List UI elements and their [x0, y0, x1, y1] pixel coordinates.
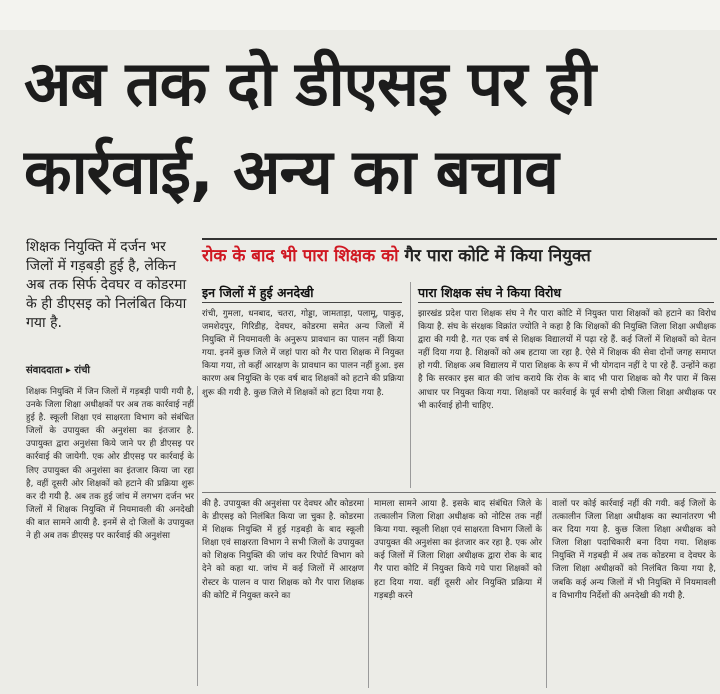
- headline-line-1: अब तक दो डीएसइ पर ही: [24, 47, 596, 120]
- byline: संवाददाता ▸ रांची: [26, 365, 91, 376]
- page-top-strip: [0, 0, 720, 30]
- box-left-rule: [202, 302, 402, 303]
- body-column-1: शिक्षक नियुक्ति में जिन जिलों में गड़बड़ी पायी गयी है, उनके जिला शिक्षा अधीक्षकों पर अब तक कार्रवाई नहीं हुई है. स्कूली शिक्षा एवं साक्षरता विभाग को संबंधित जिलों के उपायुक्त की अनुशंसा का इंतजार है. उपायुक्त द्वारा अनुशंसा किये जाने पर ही डीएसइ पर कार्रवाई की जायेगी. एक ओर डीएसइ पर कार्रवाई के लिए उपायुक्त की अनुशंसा का इंतजार किया जा रहा है, वहीं दूसरी ओर शिक्षकों को हटाने की प्रक्रिया शुरू कर दी गयी है. अब तक हुई जांच में लगभग दर्जन भर जिलों में शिक्षक नियुक्ति में नियमावली की अनदेखी की बात सामने आयी है. इनमें से दो जिलों के उपायुक्त ने ही अब तक डीएसइ पर कार्रवाई की अनुशंसा: [26, 387, 194, 542]
- body-column-2: की है. उपायुक्त की अनुशंसा पर देवघर और कोडरमा के डीएसइ को निलंबित किया जा चुका है. कोडरमा में शिक्षक नियुक्ति में हुई गड़बड़ी के बाद स्कूली शिक्षा एवं साक्षरता विभाग ने सभी जिलों के उपायुक्त को शिक्षक नियुक्ति की जांच कर रिपोर्ट विभाग को देने को कहा था. जांच में कई जिलों में आरक्षण रोस्टर के पालन व पारा शिक्षक को गैर पारा शिक्षक की कोटि में नियुक्त करने का: [202, 499, 364, 601]
- box-bottom-rule: [202, 492, 716, 493]
- headline: [24, 40, 704, 216]
- body-column-4: वालों पर कोई कार्रवाई नहीं की गयी. कई जिलों के तत्कालीन जिला शिक्षा अधीक्षक का स्थानांतरण भी कर दिया गया है. कुछ जिला शिक्षा अधीक्षक को जिला शिक्षा पदाधिकारी बना दिया गया. शिक्षक नियुक्ति में गड़बड़ी में अब तक कोडरमा व देवघर के जिला शिक्षा अधीक्षकों को निलंबित किया गया है, जबकि कई अन्य जिलों में भी नियुक्ति में नियमावली व विभागीय निर्देशों की अनदेखी की गयी है.: [552, 499, 716, 601]
- box-right-title: पारा शिक्षक संघ ने किया विरोध: [418, 285, 562, 300]
- box-left-title: इन जिलों में हुई अनदेखी: [202, 285, 314, 300]
- box-right-rule: [418, 302, 714, 303]
- box-left-text: रांची, गुमला, धनबाद, चतरा, गोड्डा, जामताड़ा, पलामू, पाकुड़, जमशेदपुर, गिरिडीह, देवघर, कोडरमा समेत अन्य जिलों में नियुक्ति में नियमावली के अनुरूप प्रावधान का पालन नहीं किया गया. इनमें कुछ जिले में जहां पारा को गैर पारा शिक्षक में नियुक्त किया गया, तो कहीं आरक्षण के प्रावधान का पालन नहीं हुआ. इस कारण अब नियुक्ति के एक वर्ष बाद शिक्षकों को हटाने की प्रक्रिया शुरू की गयी है. कुछ जिले में शिक्षकों को हटा दिया गया है.: [202, 309, 404, 398]
- column-divider-1: [197, 386, 198, 686]
- banner-top-rule: [202, 238, 717, 240]
- banner-black-text: गैर पारा कोटि में किया नियुक्त: [398, 246, 591, 266]
- box-divider: [410, 282, 411, 488]
- column-divider-3: [546, 498, 547, 688]
- column-divider-2: [368, 498, 369, 688]
- sub-headline-banner: [202, 243, 717, 266]
- banner-red-text: रोक के बाद भी पारा शिक्षक को: [202, 246, 399, 266]
- box-right-text: झारखंड प्रदेश पारा शिक्षक संघ ने गैर पारा कोटि में नियुक्त पारा शिक्षकों को हटाने का विरोध किया है. संघ के संरक्षक विक्रांत ज्योति ने कहा है कि शिक्षकों की नियुक्ति जिला शिक्षा अधीक्षक द्वारा की गयी है. गत एक वर्ष से शिक्षक विद्यालयों में पढ़ा रहे हैं. कई जिलों में शिक्षकों को वेतन नहीं दिया गया है. शिक्षकों को अब हटाया जा रहा है. ऐसे में शिक्षक की सेवा दोनों जगह समाप्त हो गयी. शिक्षक अब विद्यालय में पारा शिक्षक के रूप में भी योगदान नहीं दे पा रहे हैं. उन्होंने कहा है कि सरकार इस बात की जांच कराये कि रोक के बाद भी पारा शिक्षक को गैर पारा में किस आधार पर नियुक्त किया गया. शिक्षकों पर कार्रवाई के पूर्व सभी दोषी जिला शिक्षा अधीक्षक पर भी कार्रवाई होनी चाहिए.: [418, 309, 716, 411]
- body-column-3: मामला सामने आया है. इसके बाद संबंधित जिले के तत्कालीन जिला शिक्षा अधीक्षक को नोटिस तक नहीं किया गया. स्कूली शिक्षा एवं साक्षरता विभाग जिलों के उपायुक्त की अनुशंसा का इंतजार कर रहा है. एक ओर कई जिलों में जिला शिक्षा अधीक्षक द्वारा रोक के बाद गैर पारा कोटि में नियुक्त किये गये पारा शिक्षकों को हटा दिया गया. वहीं दूसरी ओर नियुक्ति प्रक्रिया में गड़बड़ी करने: [374, 499, 542, 601]
- intro-summary: शिक्षक नियुक्ति में दर्जन भर जिलों में गड़बड़ी हुई है, लेकिन अब तक सिर्फ देवघर व कोडरमा के ही डीएसइ को निलंबित किया गया है.: [26, 239, 187, 331]
- headline-line-2: कार्रवाई, अन्य का बचाव: [24, 135, 558, 208]
